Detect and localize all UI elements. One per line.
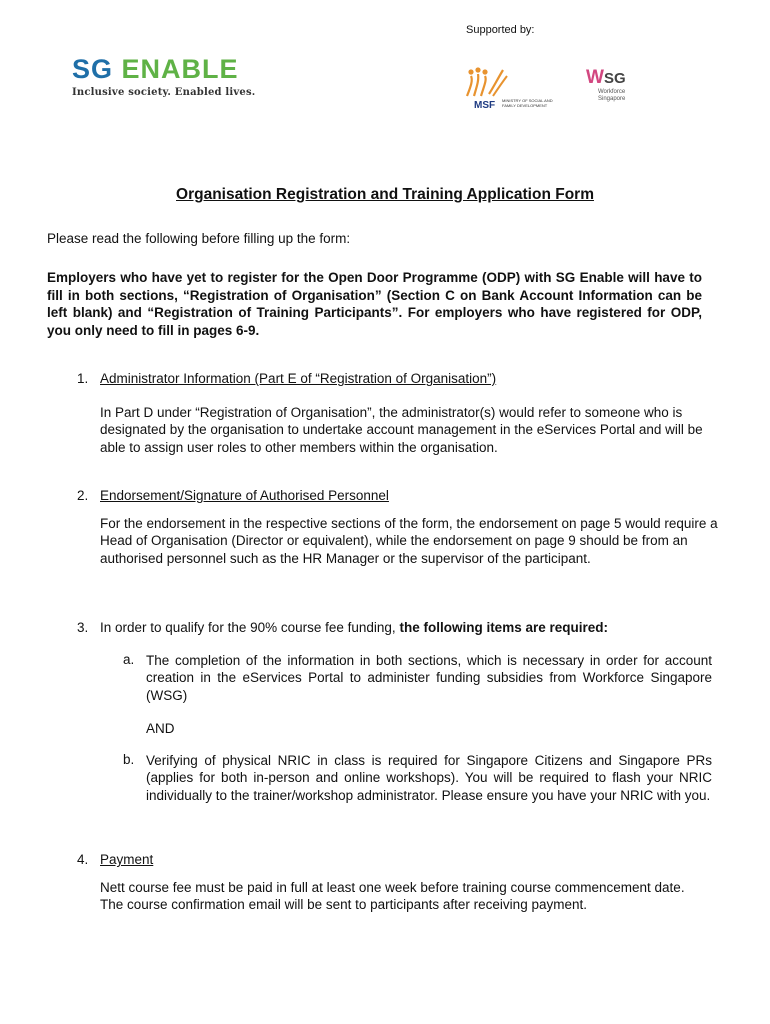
- item-3a-text: The completion of the information in both sections, which is necessary in order for account creation in the eServices Portal to administer funding subsidies from Workforce Singapore (WSG): [146, 653, 712, 703]
- wsg-subtitle-2: Singapore: [598, 96, 626, 102]
- item-1-body: In Part D under “Registration of Organisation”, the administrator(s) would refer to someone who is designated by the organisation to undertake account management in the eServices Portal and will be able to assign user roles to other members within the organisation.: [100, 405, 703, 455]
- document-title: Organisation Registration and Training Application Form: [176, 186, 594, 203]
- sg-enable-logo: [72, 56, 255, 98]
- msf-full-name: MINISTRY OF SOCIAL AND FAMILY DEVELOPMENT: [502, 98, 553, 108]
- item-4-heading: Payment: [100, 852, 154, 867]
- msf-abbr: MSF: [474, 100, 496, 111]
- wsg-mark-w: W: [586, 67, 604, 88]
- msf-logo: [463, 64, 563, 116]
- sg-enable-wordmark-sg: SG: [72, 54, 114, 84]
- item-3-number: 3.: [77, 620, 89, 635]
- msf-figures-icon: [463, 64, 563, 100]
- wsg-logo: [586, 68, 646, 112]
- item-4-body: Nett course fee must be paid in full at least one week before training course commencement date. The course confirmation email will be sent to participants after receiving payment.: [100, 880, 685, 913]
- wsg-mark-sg: SG: [603, 70, 626, 87]
- item-2-number: 2.: [77, 488, 89, 503]
- item-2-heading: Endorsement/Signature of Authorised Personnel: [100, 488, 389, 503]
- item-3-heading-bold: the following items are required:: [399, 620, 608, 635]
- wsg-subtitle-1: Workforce: [598, 89, 626, 95]
- item-1-heading: Administrator Information (Part E of “Registration of Organisation”): [100, 371, 497, 386]
- sg-enable-tagline: Inclusive society. Enabled lives.: [72, 87, 256, 98]
- item-3a-letter: a.: [123, 652, 135, 667]
- item-3-connector: AND: [146, 721, 175, 736]
- item-4-number: 4.: [77, 852, 89, 867]
- sg-enable-wordmark-enable: ENABLE: [121, 54, 239, 84]
- item-3b-text: Verifying of physical NRIC in class is required for Singapore Citizens and Singapore PRs (applies for both in-person and online workshops). You will be required to flash your NRIC individually to the trainer/workshop administrator. Please ensure you have your NRIC with you.: [146, 753, 712, 803]
- item-2-body: For the endorsement in the respective sections of the form, the endorsement on page 5 would require a Head of Organisation (Director or equivalent), while the endorsement on page 9 should be from an authorised personnel such as the HR Manager or the supervisor of the participant.: [100, 516, 718, 566]
- item-3-heading-plain: In order to qualify for the 90% course fee funding,: [100, 620, 396, 635]
- important-note: Employers who have yet to register for the Open Door Programme (ODP) with SG Enable will have to fill in both sections, “Registration of Organisation” (Section C on Bank Account Information can be left blank) and “Registration of Training Participants”. For employers who have registered for ODP, you only need to fill in pages 6-9.: [47, 270, 702, 338]
- item-1-number: 1.: [77, 371, 89, 386]
- item-3b-letter: b.: [123, 752, 135, 767]
- intro-text: Please read the following before filling up the form:: [47, 231, 351, 246]
- supported-by-label: Supported by:: [466, 24, 535, 36]
- item-3-heading: [100, 620, 608, 635]
